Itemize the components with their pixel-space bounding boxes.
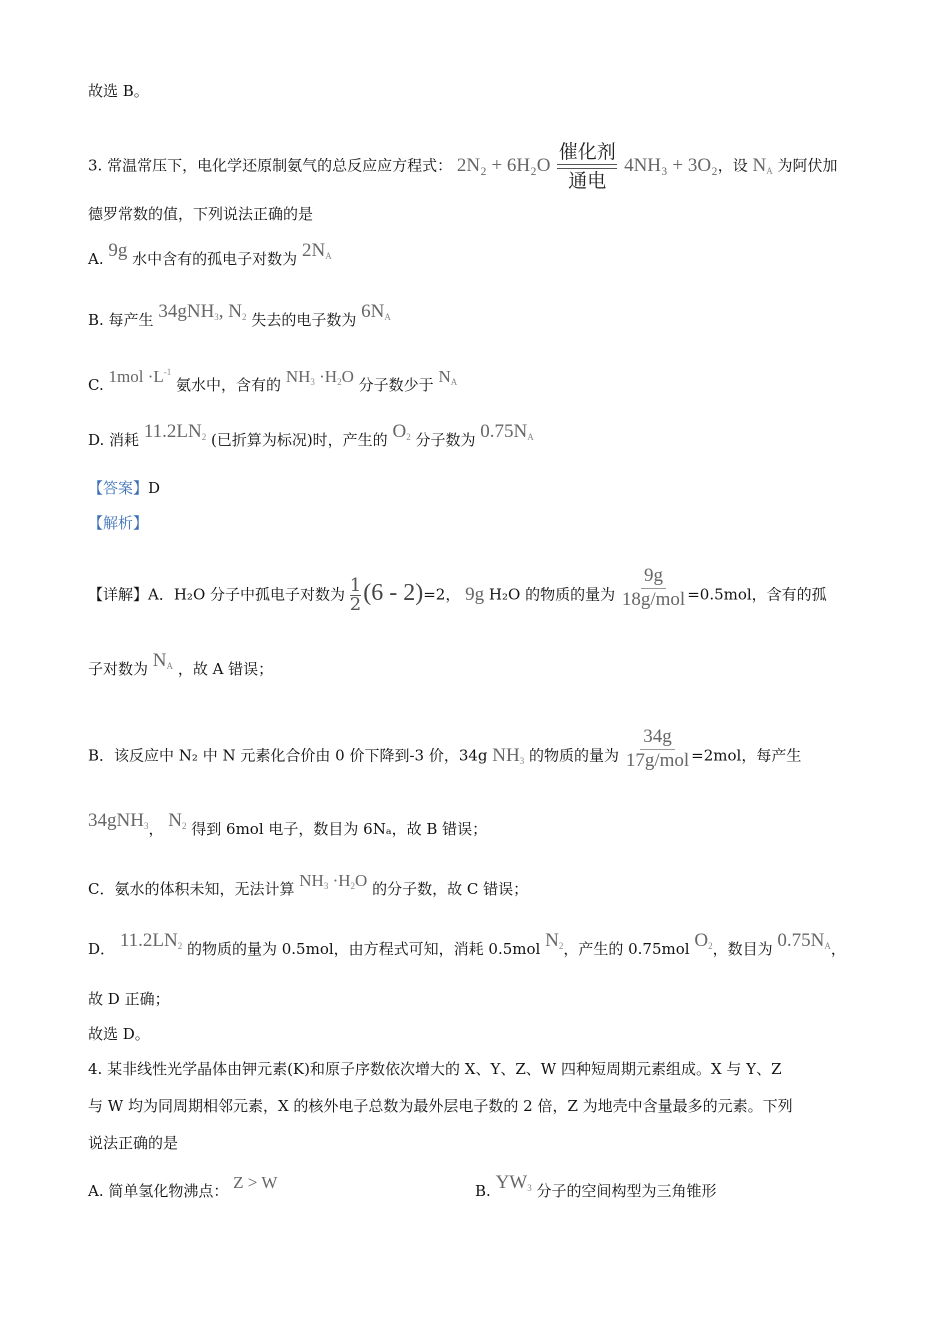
question-4-stem: 4. 某非线性光学晶体由钾元素(K)和原子序数依次增大的 X、Y、Z、W 四种短周期元素组成。X 与 Y、Z — [88, 1060, 782, 1078]
detail-b: B．该反应中 N₂ 中 N 元素化合价由 0 价下降到-3 价，34g $NH_3$ 的物质的量为 $\frac{34g}{\text{17g/mol}}$ =2mol，每产生 — [88, 726, 802, 771]
conclusion: 故选 D。 — [88, 1025, 150, 1043]
option-b: B. 每产生 34gNH$_3$, $N_2$ 失去的电子数为 $6N_A$ — [88, 301, 391, 329]
option-a: A. 9g 水中含有的孤电子对数为 $2N_A$ — [88, 240, 332, 268]
answer-line: 【答案】D — [88, 479, 161, 497]
question-3-stem: 3. 常温常压下，电化学还原制氨气的总反应应方程式： 2N₂ + 6H₂O 催化剂 通电 4NH₃ + 3O₂，设 $N_A$ 为阿伏加 — [88, 141, 838, 192]
q4-option-a: A. 简单氢化物沸点： Z > W — [88, 1173, 278, 1200]
question-4-stem-cont: 与 W 均为同周期相邻元素，X 的核外电子总数为最外层电子数的 2 倍，Z 为地壳中含量最多的元素。下列 — [88, 1097, 793, 1115]
fraction: $\frac{9g}{\text{18g/mol}}$ — [621, 565, 686, 610]
analysis-label: 【解析】 — [88, 514, 149, 532]
detail-d-cont: 故 D 正确； — [88, 990, 170, 1008]
detail-a-cont: 子对数为 $N_A$ ，故 A 错误； — [88, 650, 274, 678]
question-3-stem-cont: 德罗常数的值，下列说法正确的是 — [88, 205, 314, 223]
option-d: D. 消耗 $11.2LN_2$ (已折算为标况)时，产生的 $O_2$ 分子数为 $0.75N_A$ — [88, 421, 534, 449]
fraction-half: $\frac{1}{2}$ — [349, 575, 362, 615]
detail-a: 【详解】A．H₂O 分子中孤电子对数为 $\frac{1}{2}$ (6 - 2)=2， 9g H₂O 的物质的量为 $\frac{9g}{\text{18g/mol}}$ =0.5mol，含有的孤 — [88, 565, 827, 615]
option-c: C. $1mol \cdot L^{-1}$ 氨水中，含有的 $NH_3 \cdot H_2O$ 分子数少于 $N_A$ — [88, 367, 458, 394]
q4-option-b: B. $YW_3$ 分子的空间构型为三角锥形 — [475, 1172, 717, 1200]
detail-b-cont: 34gNH$_3$， $N_2$ 得到 6mol 电子，数目为 6Nₐ，故 B 错误； — [88, 810, 488, 838]
reaction-arrow: 催化剂 通电 — [558, 141, 616, 192]
text-line: 故选 B。 — [88, 82, 149, 100]
fraction: $\frac{34g}{\text{17g/mol}}$ — [625, 726, 690, 771]
detail-d: D． $11.2LN_2$ 的物质的量为 0.5mol，由方程式可知，消耗 0.5mol $N_2$，产生的 0.75mol $O_2$，数目为 $0.75N_A$， — [88, 930, 846, 958]
question-4-stem-end: 说法正确的是 — [88, 1134, 179, 1152]
detail-c: C．氨水的体积未知，无法计算 $NH_3 \cdot H_2O$ 的分子数，故 C 错误； — [88, 871, 529, 898]
